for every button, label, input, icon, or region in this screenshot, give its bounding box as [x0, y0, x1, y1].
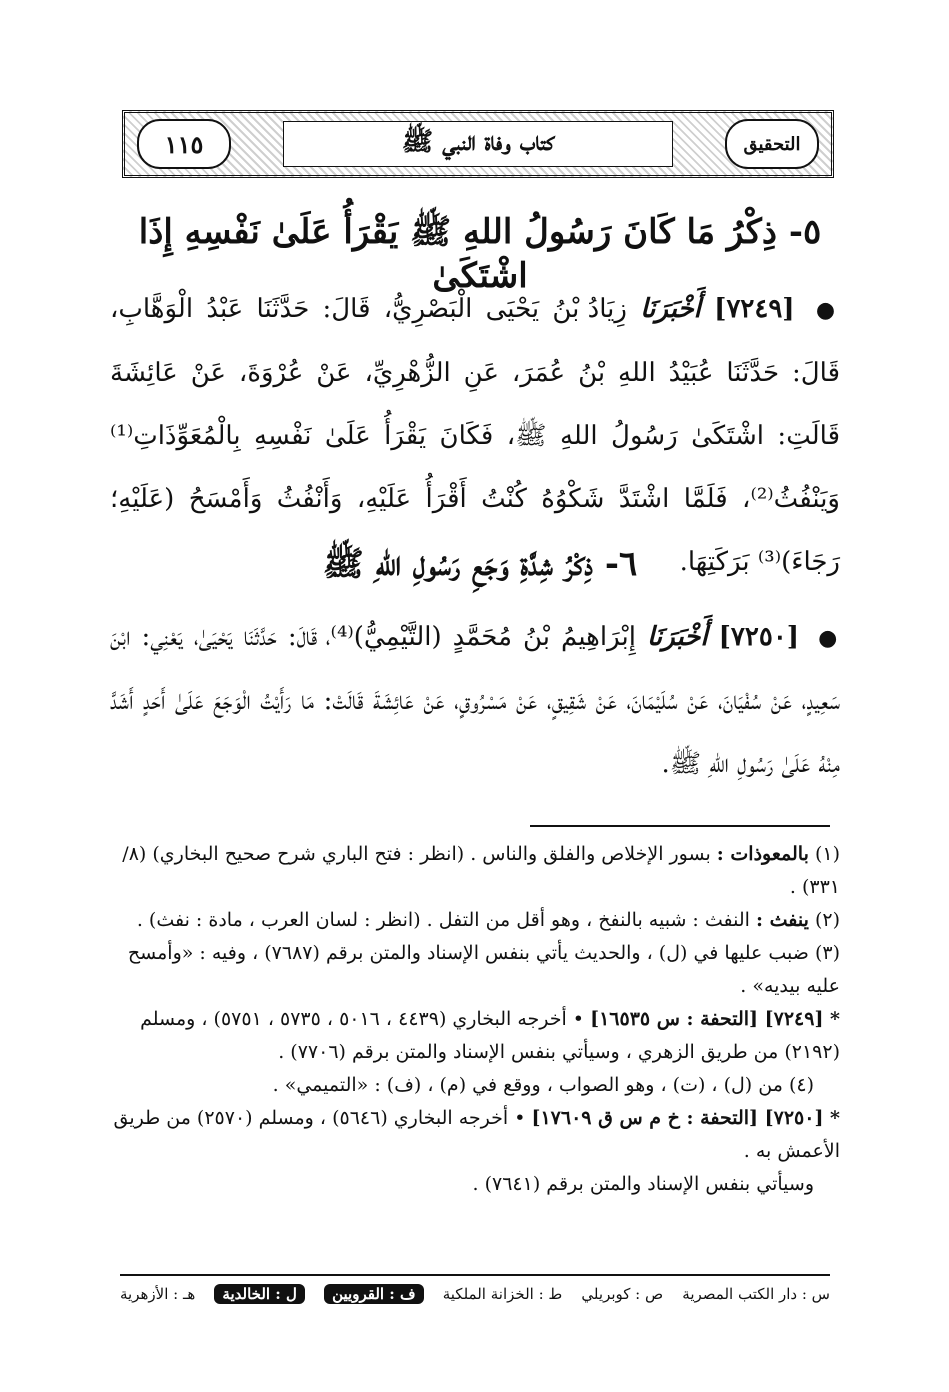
publisher-logo [725, 119, 819, 169]
siglum-s2: ص : كوبريلي [581, 1285, 664, 1303]
hadith-number: [٧٢٤٩] [714, 294, 795, 324]
bottom-divider [120, 1274, 830, 1276]
footnote-3: (٣) ضبب عليها في (ل) ، والحديث يأتي بنفس الإسناد والمتن برقم (٧٦٨٧) ، وفيه : «وأمسح عليه بيديه» . [127, 942, 840, 997]
footnote-1: (١) بالمعوذات : بسور الإخلاص والفلق والناس . (انظر : فتح الباري شرح صحيح البخاري) (٨/ ٣٣١) . [122, 843, 840, 898]
hadith-text: زِيَادُ بْنُ يَحْيَى الْبَصْرِيُّ، قَالَ: حَدَّثَنَا عَبْدُ الْوَهَّابِ، قَالَ: حَدَّثَنَا عُبَيْدُ اللهِ بْنُ عُمَرَ، عَنِ الزُّهْرِيِّ، عَنْ عُرْوَةَ، عَنْ عَائِشَةَ قَالَتِ: اشْتَكَىٰ رَسُولُ اللهِ ﷺ، فَكَانَ يَقْرَأُ عَلَىٰ نَفْسِهِ بِالْمُعَوِّذَاتِ⁽¹⁾ وَيَنْفُثُ⁽²⁾، فَلَمَّا اشْتَدَّ شَكْوُهُ كُنْتُ أَقْرَأُ عَلَيْهِ، وَأَنْفُثُ وَأَمْسَحُ (عَلَيْهِ؛ رَجَاءَ)⁽³⁾ بَرَكَتِهَا. [110, 294, 840, 577]
footnote-divider [530, 825, 830, 827]
hadith-opening: أَخْبَرَنَا [640, 294, 701, 324]
chapter-heading-6: ٦- ذِكْرُ شِدَّةِ وَجَعِ رَسُولِ اللهِ ﷺ [322, 544, 638, 584]
footnote-4: (٤) من (ل) ، (ت) ، وهو الصواب ، ووقع في (م) ، (ف) : «التميمي» . [272, 1074, 814, 1096]
page-number: ١١٥ [137, 119, 231, 169]
hadith-number: [٧٢٥٠] [718, 622, 800, 652]
siglum-s: س : دار الكتب المصرية [682, 1285, 830, 1303]
bullet-icon: ● [818, 626, 841, 651]
logo-text: التحقيق [743, 133, 801, 155]
chapter-heading-5: ٥- ذِكْرُ مَا كَانَ رَسُولُ اللهِ ﷺ يَقْرَأُ عَلَىٰ نَفْسِهِ إِذَا اشْتَكَىٰ [138, 212, 822, 296]
manuscript-sigla [120, 1284, 830, 1304]
hadith-opening: أَخْبَرَنَا [646, 622, 708, 652]
bullet-icon: ● [815, 298, 841, 323]
siglum-f: ف : القرويين [324, 1284, 424, 1304]
book-title: كتاب وفاة النبي ﷺ [283, 121, 673, 167]
footnotes [110, 838, 840, 1201]
siglum-l: ل : الخالدية [214, 1284, 305, 1304]
hadith-7250 [110, 606, 840, 796]
takhrij-7249: * [٧٢٤٩] [التحفة : س ١٦٥٣٥] • أخرجه البخاري (٤٤٣٩ ، ٥٠١٦ ، ٥٧٣٥ ، ٥٧٥١) ، ومسلم (٢١٩٢) من طريق الزهري ، وسيأتي بنفس الإسناد والمتن برقم (٧٧٠٦) . [140, 1008, 840, 1063]
hadith-text: إِبْرَاهِيمُ بْنُ مُحَمَّدٍ (التَّيْمِيُّ)⁽⁴⁾، قَالَ: حَدَّثَنَا يَحْيَىٰ، يَعْنِي: ابْنَ سَعِيدٍ، عَنْ سُفْيَانَ، عَنْ سُلَيْمَانَ، عَنْ شَقِيقٍ، عَنْ مَسْرُوقٍ، عَنْ عَائِشَةَ قَالَتْ: مَا رَأَيْتُ الْوَجَعَ عَلَىٰ أَحَدٍ أَشَدَّ مِنْهُ عَلَىٰ رَسُولِ اللهِ ﷺ. [110, 622, 840, 779]
takhrij-7250: * [٧٢٥٠] [التحفة : خ م س ق ١٧٦٠٩] • أخرجه البخاري (٥٦٤٦) ، ومسلم (٢٥٧٠) من طريق الأعمش به . [113, 1107, 840, 1162]
takhrij-7250-extra: وسيأتي بنفس الإسناد والمتن برقم (٧٦٤١) . [472, 1173, 814, 1195]
siglum-t: ط : الخزانة الملكية [442, 1285, 563, 1303]
siglum-h: هـ : الأزهرية [120, 1285, 196, 1303]
footnote-2: (٢) ينفث : النفث : شبيه بالنفخ ، وهو أقل من التفل . (انظر : لسان العرب ، مادة : نفث) . [136, 909, 840, 931]
page-header [122, 110, 834, 178]
